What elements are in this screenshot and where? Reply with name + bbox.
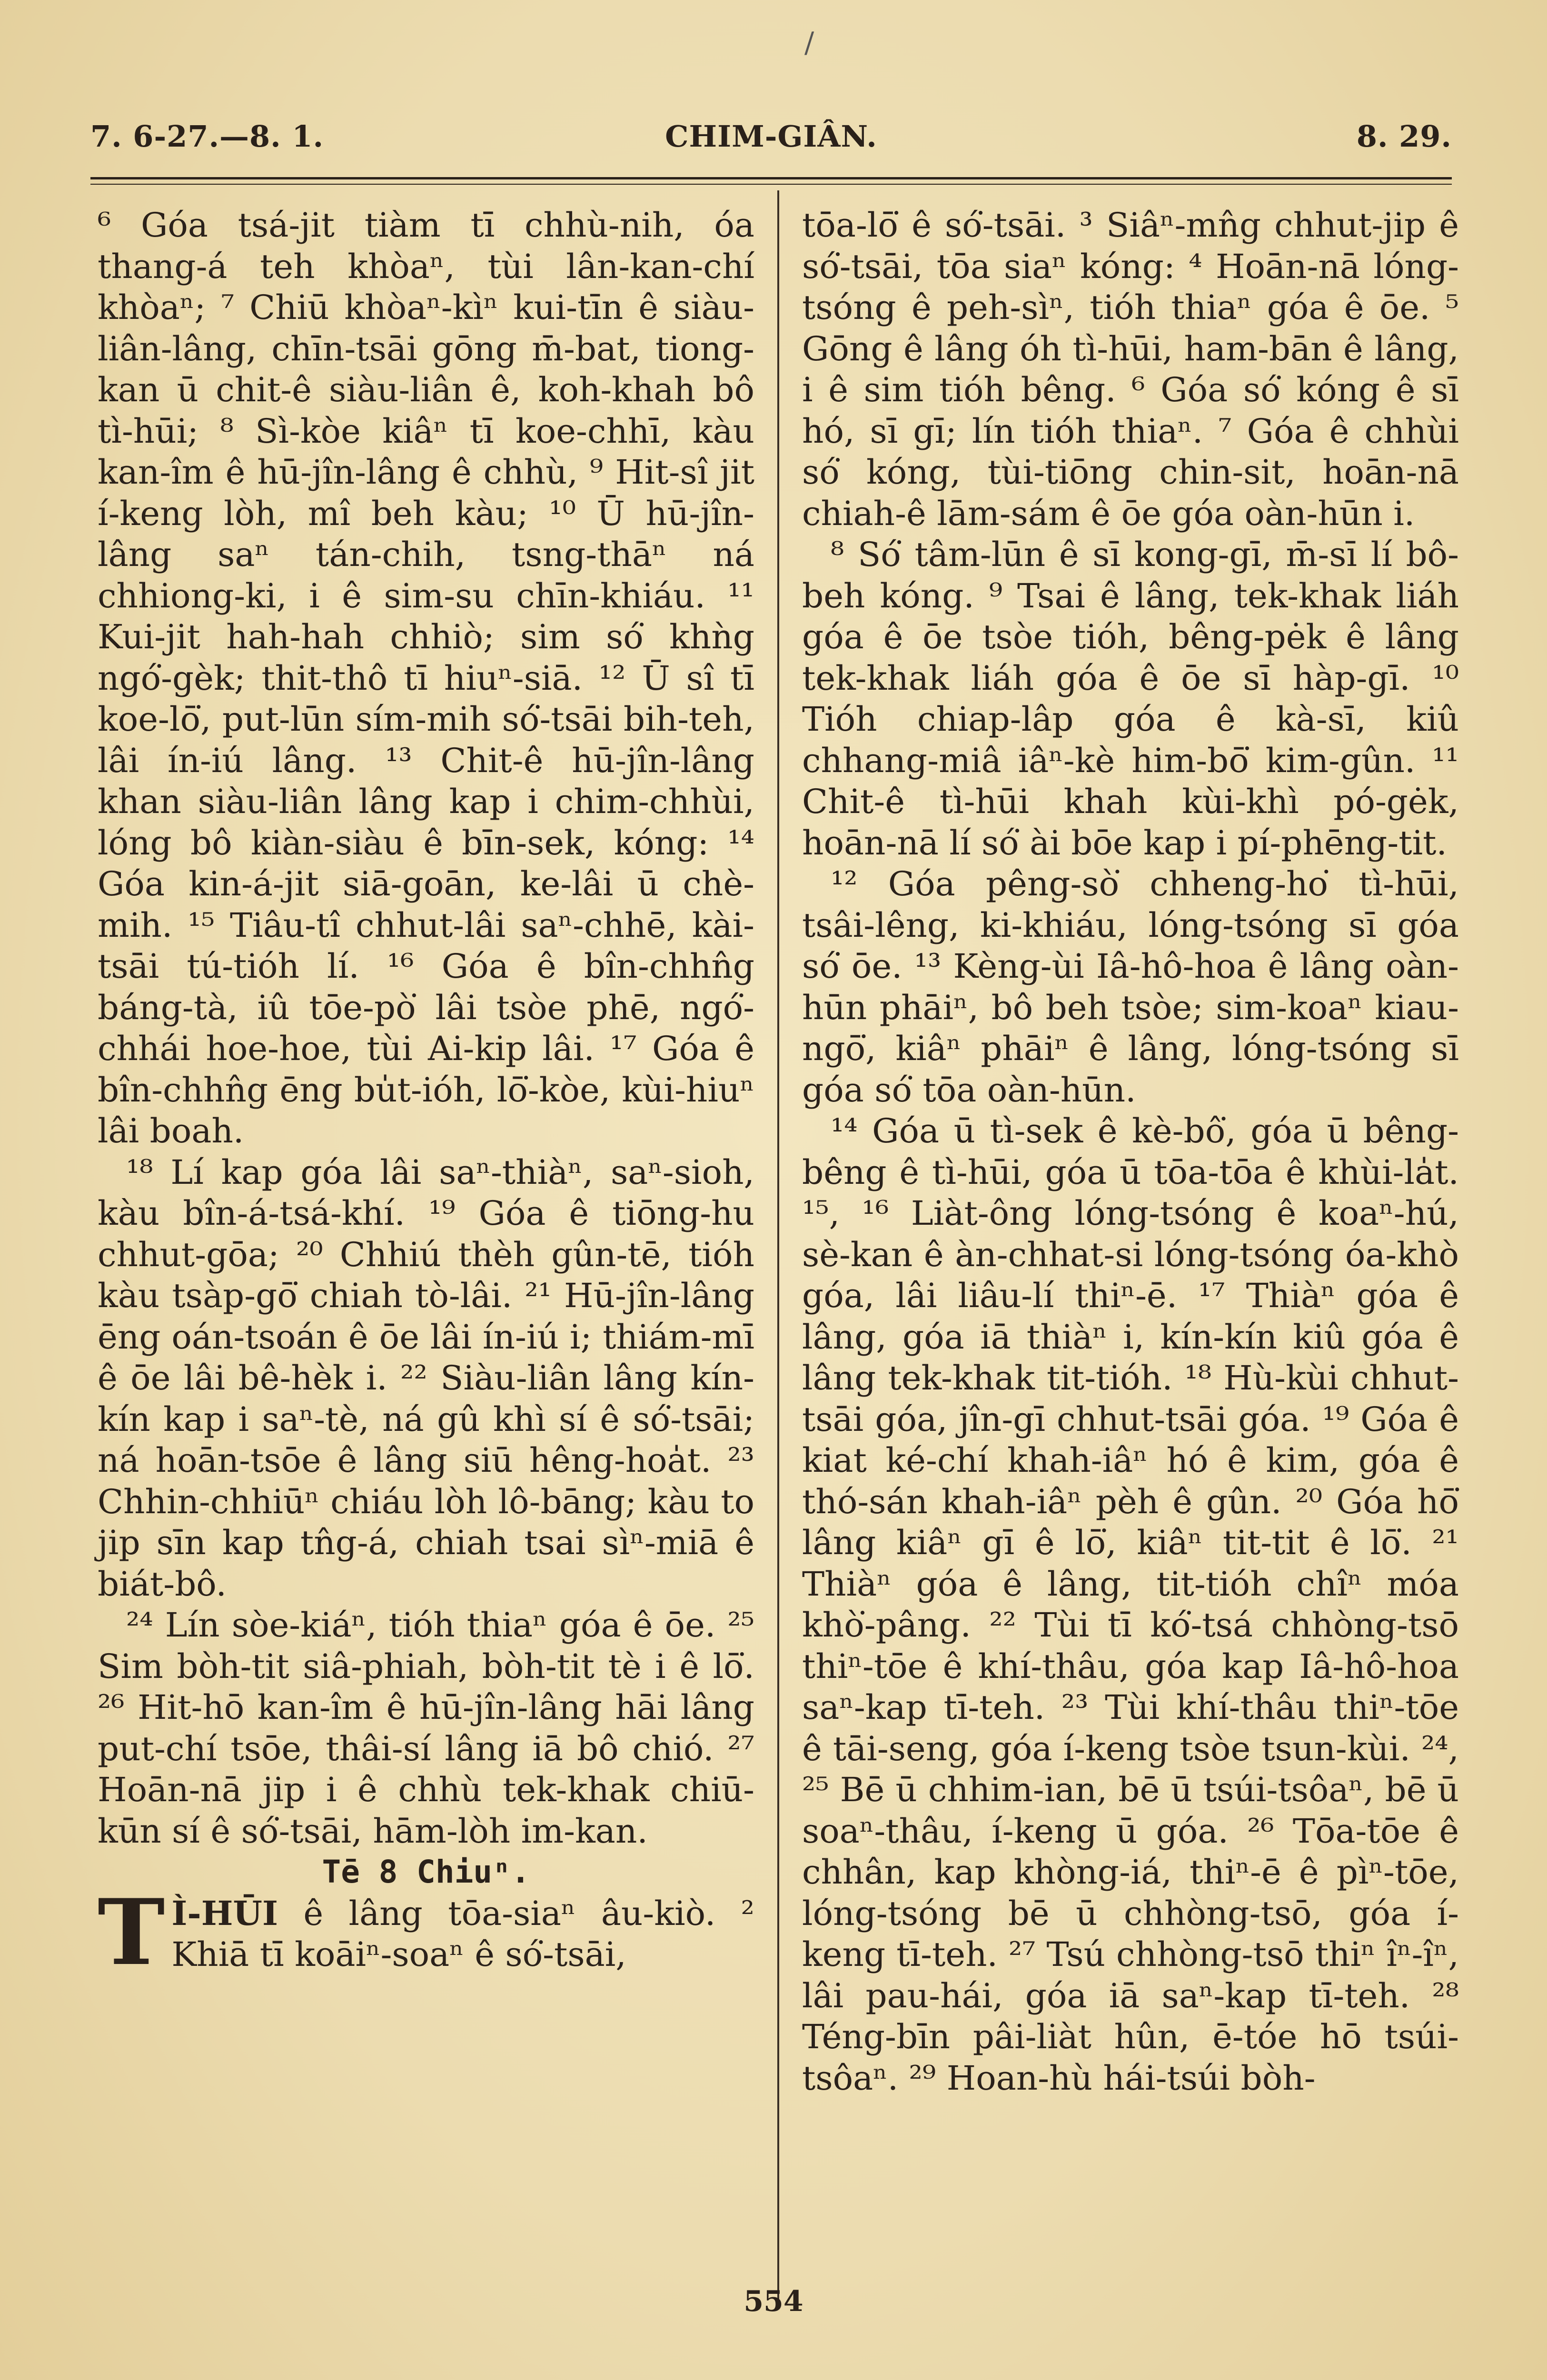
paragraph: ²⁴ Lín sòe-kiáⁿ, tióh thiaⁿ góa ê ōe. ²⁵ Sim bòh-tit siâ-phiah, bòh-tit tè i ê lō͘. ²⁶ Hit-hō kan-îm ê hū-jîn-lâng hāi lâng put-chí tsōe, thâi-sí lâng iā bô chió. ²⁷ Hoān-nā jip i ê chhù tek-khak chiū-kūn sí ê só͘-tsāi, hām-lòh im-kan. (98, 1605, 754, 1851)
opening-text: ê lâng tōa-siaⁿ âu-kiò. ² Khiā tī koāiⁿ-soaⁿ ê só͘-tsāi, (171, 1893, 754, 1974)
scan-mark: / (804, 26, 814, 60)
right-column (802, 205, 1459, 2099)
header-book-title: CHIM-GIÂN. (665, 119, 877, 154)
header-rule-thick (90, 177, 1452, 179)
page-number: 554 (744, 2285, 803, 2318)
header-rule-thin (90, 184, 1452, 185)
paragraph: ⁶ Góa tsá-jit tiàm tī chhù-nih, óa thang-á teh khòaⁿ, tùi lân-kan-chí khòaⁿ; ⁷ Chiū khòaⁿ-kìⁿ kui-tīn ê siàu-liân-lâng, chīn-tsāi gōng m̄-bat, tiong-kan ū chit-ê siàu-liân ê, koh-khah bô tì-hūi; ⁸ Sì-kòe kiâⁿ tī koe-chhī, kàu kan-îm ê hū-jîn-lâng ê chhù, ⁹ Hit-sî jit í-keng lòh, mî beh kàu; ¹⁰ Ū hū-jîn-lâng saⁿ tán-chih, tsng-thāⁿ ná chhiong-ki, i ê sim-su chīn-khiáu. ¹¹ Kui-jit hah-hah chhiò; sim só͘ khǹg ngó͘-gèk; thit-thô tī hiuⁿ-siā. ¹² Ū sî tī koe-lō͘, put-lūn sím-mih só͘-tsāi bih-teh, lâi ín-iú lâng. ¹³ Chit-ê hū-jîn-lâng khan siàu-liân lâng kap i chim-chhùi, lóng bô kiàn-siàu ê bīn-sek, kóng: ¹⁴ Góa kin-á-jit siā-goān, ke-lâi ū chè-mih. ¹⁵ Tiâu-tî chhut-lâi saⁿ-chhē, kài-tsāi tú-tióh lí. ¹⁶ Góa ê bîn-chhn̂g báng-tà, iû tōe-pò͘ lâi tsòe phē, ngó͘-chhái hoe-hoe, tùi Ai-kip lâi. ¹⁷ Góa ê bîn-chhn̂g ēng bu̍t-ióh, lō͘-kòe, kùi-hiuⁿ lâi boah. (98, 205, 754, 1150)
opening-word: Ì-HŪI (171, 1893, 278, 1933)
left-column (98, 205, 754, 1985)
header-right-reference: 8. 29. (1356, 119, 1452, 154)
header-left-reference: 7. 6-27.—8. 1. (90, 119, 324, 154)
paragraph: ⁸ Só͘ tâm-lūn ê sī kong-gī, m̄-sī lí bô-beh kóng. ⁹ Tsai ê lâng, tek-khak liáh góa ê ōe tsòe tióh, bêng-pėk ê lâng tek-khak liáh góa ê ōe sī hàp-gī. ¹⁰ Tióh chiap-lâp góa ê kà-sī, kiû chhang-miâ iâⁿ-kè him-bō͘ kim-gûn. ¹¹ Chit-ê tì-hūi khah kùi-khì pó-gėk, hoān-nā lí só͘ ài bōe kap i pí-phēng-tit. (802, 535, 1459, 863)
chapter-opening-paragraph (98, 1879, 754, 1985)
column-divider (777, 190, 779, 2304)
paragraph: ¹⁴ Góa ū tì-sek ê kè-bô͘, góa ū bêng-bêng ê tì-hūi, góa ū tōa-tōa ê khùi-la̍t. ¹⁵, ¹⁶ Liàt-ông lóng-tsóng ê koaⁿ-hú, sè-kan ê àn-chhat-si lóng-tsóng óa-khò góa, lâi liâu-lí thiⁿ-ē. ¹⁷ Thiàⁿ góa ê lâng, góa iā thiàⁿ i, kín-kín kiû góa ê lâng tek-khak tit-tióh. ¹⁸ Hù-kùi chhut-tsāi góa, jîn-gī chhut-tsāi góa. ¹⁹ Góa ê kiat ké-chí khah-iâⁿ hó ê kim, góa ê thó-sán khah-iâⁿ pèh ê gûn. ²⁰ Góa hō͘ lâng kiâⁿ gī ê lō͘, kiâⁿ tit-tit ê lō͘. ²¹ Thiàⁿ góa ê lâng, tit-tióh chîⁿ móa khò͘-pâng. ²² Tùi tī kó͘-tsá chhòng-tsō thiⁿ-tōe ê khí-thâu, góa kap Iâ-hô-hoa saⁿ-kap tī-teh. ²³ Tùi khí-thâu thiⁿ-tōe ê tāi-seng, góa í-keng tsòe tsun-kùi. ²⁴, ²⁵ Bē ū chhim-ian, bē ū tsúi-tsôaⁿ, bē ū soaⁿ-thâu, í-keng ū góa. ²⁶ Tōa-tōe ê chhân, kap khòng-iá, thiⁿ-ē ê pìⁿ-tōe, lóng-tsóng bē ū chhòng-tsō, góa í-keng tī-teh. ²⁷ Tsú chhòng-tsō thiⁿ îⁿ-îⁿ, lâi pau-hái, góa iā saⁿ-kap tī-teh. ²⁸ Téng-bīn pâi-liàt hûn, ē-tóe hō tsúi-tsôaⁿ. ²⁹ Hoan-hù hái-tsúi bòh- (802, 1111, 1459, 2098)
paragraph: ¹² Góa pêng-sò͘ chheng-ho͘ tì-hūi, tsâi-lêng, ki-khiáu, lóng-tsóng sī góa só͘ ōe. ¹³ Kèng-ùi Iâ-hô-hoa ê lâng oàn-hūn phāiⁿ, bô beh tsòe; sim-koaⁿ kiau-ngō͘, kiâⁿ phāiⁿ ê lâng, lóng-tsóng sī góa só͘ tōa oàn-hūn. (802, 864, 1459, 1110)
drop-cap: T (98, 1879, 165, 1985)
running-header (90, 119, 1452, 171)
paragraph: ¹⁸ Lí kap góa lâi saⁿ-thiàⁿ, saⁿ-sioh, kàu bîn-á-tsá-khí. ¹⁹ Góa ê tiōng-hu chhut-gōa; ²⁰ Chhiú thèh gûn-tē, tióh kàu tsàp-gō͘ chiah tò-lâi. ²¹ Hū-jîn-lâng ēng oán-tsoán ê ōe lâi ín-iú i; thiám-mī ê ōe lâi bê-hèk i. ²² Siàu-liân lâng kín-kín kap i saⁿ-tè, ná gû khì sí ê só͘-tsāi; ná hoān-tsōe ê lâng siū hêng-hoa̍t. ²³ Chhin-chhiūⁿ chiáu lòh lô-bāng; kàu to jip sīn kap tn̂g-á, chiah tsai sìⁿ-miā ê biát-bô. (98, 1152, 754, 1604)
chapter-heading: Tē 8 Chiuⁿ. (322, 1854, 530, 1890)
paragraph: tōa-lō͘ ê só͘-tsāi. ³ Siâⁿ-mn̂g chhut-jip ê só͘-tsāi, tōa siaⁿ kóng: ⁴ Hoān-nā lóng-tsóng ê peh-sìⁿ, tióh thiaⁿ góa ê ōe. ⁵ Gōng ê lâng óh tì-hūi, ham-bān ê lâng, i ê sim tióh bêng. ⁶ Góa só͘ kóng ê sī hó, sī gī; lín tióh thiaⁿ. ⁷ Góa ê chhùi só͘ kóng, tùi-tiōng chin-sit, hoān-nā chiah-ê lām-sám ê ōe góa oàn-hūn i. (802, 205, 1459, 533)
